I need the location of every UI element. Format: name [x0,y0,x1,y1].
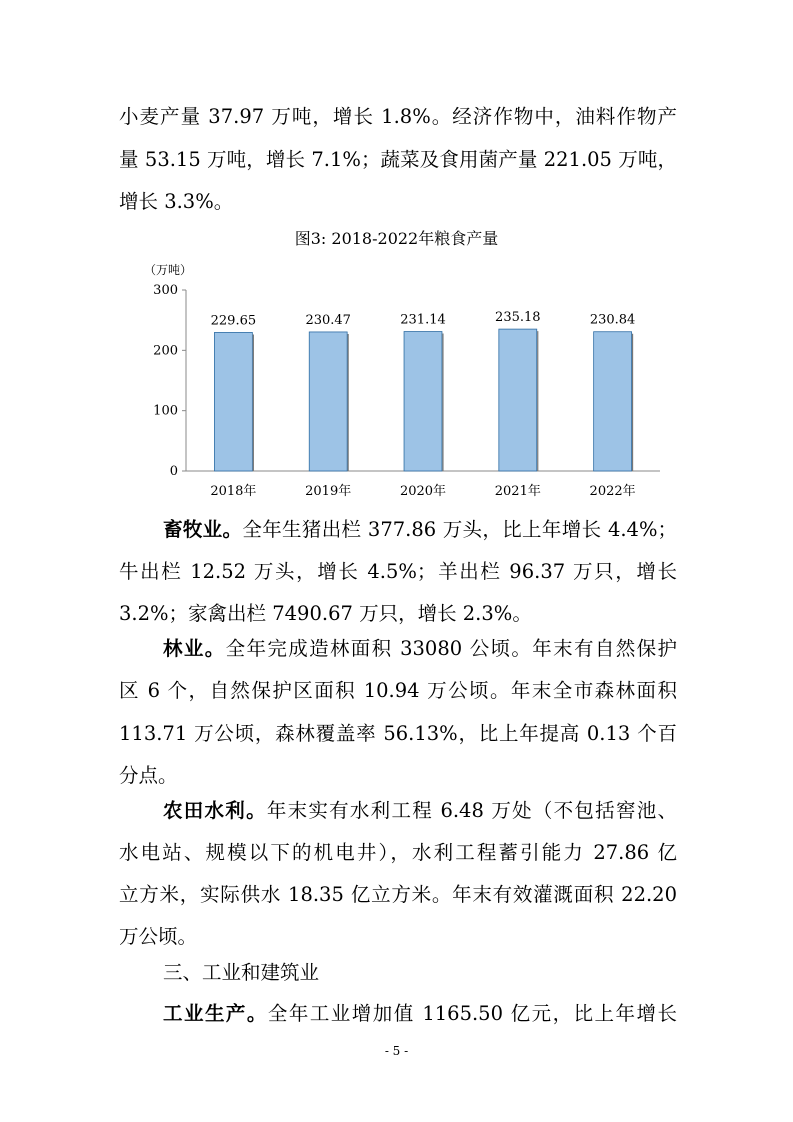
data-label: 230.47 [305,312,351,328]
livestock-line-1 [163,518,677,542]
chart-title: 图3: 2018-2022年粮食产量 [294,229,499,248]
forestry-line-1 [163,637,677,661]
forestry-line-3: 113.71 万公顷，森林覆盖率 56.13%，比上年提高 0.13 个百 [119,722,677,745]
page-number: - 5 - [384,1044,409,1058]
data-label: 231.14 [400,312,446,328]
industry-line-1 [163,1002,677,1026]
livestock-line-3: 3.2%；家禽出栏 7490.67 万只，增长 2.3%。 [119,602,532,625]
irrigation-line-1 [163,799,677,823]
bar [594,332,632,471]
x-tick-label: 2019年 [305,484,352,499]
bar [499,329,537,471]
para1-line-3: 增长 3.3%。 [119,190,234,213]
data-label: 230.84 [589,312,636,328]
x-tick-label: 2020年 [399,484,447,499]
data-label: 235.18 [495,310,541,326]
bar [404,332,442,471]
bar [214,332,252,471]
x-tick-label: 2021年 [494,484,541,499]
industry-heading: 工业生产。 [163,1002,268,1025]
irrigation-line-4: 万公顷。 [119,925,198,948]
x-tick-label: 2018年 [210,484,257,499]
para1-line-2: 量 53.15 万吨，增长 7.1%；蔬菜及食用菌产量 221.05 万吨， [119,148,677,171]
livestock-text-1: 全年生猪出栏 377.86 万头，比上年增长 4.4%； [242,518,677,541]
forestry-line-4: 分点。 [119,764,178,787]
irrigation-text-1: 年末实有水利工程 6.48 万处（不包括窖池、 [266,799,677,822]
x-tick-label: 2022年 [589,484,636,499]
irrigation-line-3: 立方米，实际供水 18.35 亿立方米。年末有效灌溉面积 22.20 [119,883,677,906]
data-label: 229.65 [210,313,257,329]
forestry-heading: 林业。 [163,637,226,660]
y-tick-label: 200 [153,343,178,359]
irrigation-heading: 农田水利。 [163,799,267,822]
section-heading: 三、工业和建筑业 [163,961,320,984]
forestry-line-2: 区 6 个，自然保护区面积 10.94 万公顷。年末全市森林面积 [119,679,677,702]
irrigation-line-2: 水电站、规模以下的机电井），水利工程蓄引能力 27.86 亿 [119,841,677,864]
livestock-line-2: 牛出栏 12.52 万头，增长 4.5%；羊出栏 96.37 万只，增长 [119,560,677,583]
livestock-heading: 畜牧业。 [163,518,243,541]
forestry-text-1: 全年完成造林面积 33080 公顷。年末有自然保护 [225,637,677,660]
y-tick-label: 0 [169,464,178,479]
industry-text-1: 全年工业增加值 1165.50 亿元，比上年增长 [267,1002,677,1025]
para1-line-1: 小麦产量 37.97 万吨，增长 1.8%。经济作物中，油料作物产 [119,105,677,128]
bar [309,332,347,471]
y-tick-label: 100 [153,403,178,419]
y-axis-label: （万吨） [143,263,193,277]
y-tick-label: 300 [153,283,178,298]
